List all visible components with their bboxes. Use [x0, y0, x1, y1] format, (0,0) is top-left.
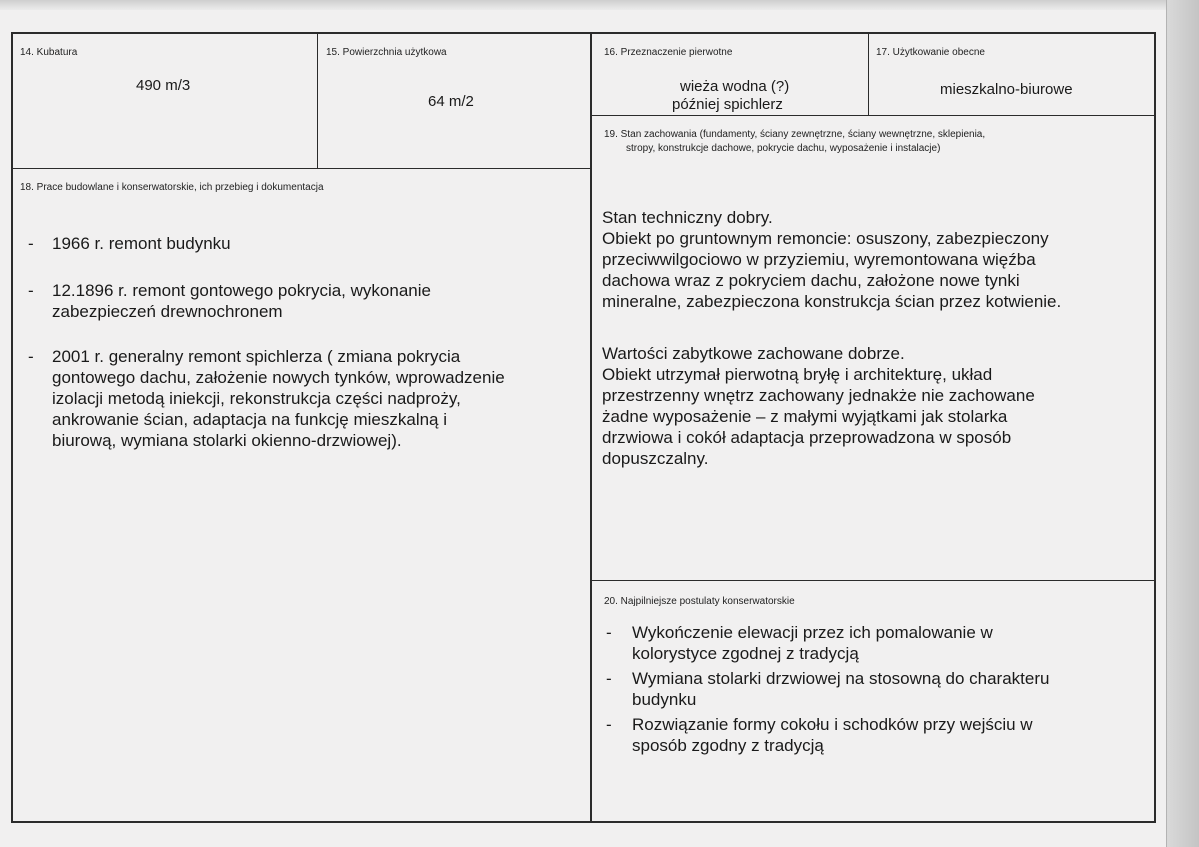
- field-19-label-line1: 19. Stan zachowania (fundamenty, ściany zewnętrzne, ściany wewnętrzne, sklepienia,: [604, 129, 986, 140]
- frame-left-border: [11, 32, 13, 823]
- scan-right-edge: [1166, 0, 1199, 847]
- list-item-text: gontowego dachu, założenie nowych tynków, wprowadzenie: [52, 368, 505, 387]
- bullet-dash: -: [606, 623, 612, 642]
- field-19-line: przeciwwilgociowo w przyziemiu, wyremontowana więźba: [602, 250, 1036, 269]
- field-16-value-line2: później spichlerz: [672, 96, 783, 113]
- divider-17-19: [591, 115, 1155, 116]
- field-19-label-line2: stropy, konstrukcje dachowe, pokrycie dachu, wyposażenie i instalacje): [626, 143, 941, 154]
- field-20-label: 20. Najpilniejsze postulaty konserwatorskie: [604, 596, 795, 607]
- bullet-dash: -: [606, 715, 612, 734]
- field-19-line: dopuszczalny.: [602, 449, 709, 468]
- field-19-line: mineralne, zabezpieczona konstrukcja ścian przez kotwienie.: [602, 292, 1062, 311]
- field-19-line: przestrzenny wnętrz zachowany jednakże nie zachowane: [602, 386, 1035, 405]
- field-19-line: żadne wyposażenie – z małymi wyjątkami jak stolarka: [602, 407, 1008, 426]
- field-19-line: dachowa wraz z pokryciem dachu, założone nowe tynki: [602, 271, 1020, 290]
- list-item-text: Wymiana stolarki drzwiowej na stosowną do charakteru: [632, 669, 1050, 688]
- field-16-value-line1: wieża wodna (?): [680, 78, 790, 95]
- bullet-dash: -: [28, 347, 34, 366]
- divider-19-20: [591, 580, 1155, 581]
- frame-bottom-border: [11, 821, 1156, 823]
- field-14-label: 14. Kubatura: [20, 47, 78, 58]
- list-item-text: biurową, wymiana stolarki okienno-drzwiowej).: [52, 431, 402, 450]
- field-19-line: Obiekt utrzymał pierwotną bryłę i architekturę, układ: [602, 365, 993, 384]
- bullet-dash: -: [28, 281, 34, 300]
- field-15-value: 64 m/2: [428, 93, 474, 110]
- list-item-text: sposób zgodny z tradycją: [632, 736, 824, 755]
- scan-top-edge: [0, 0, 1199, 10]
- field-15-label: 15. Powierzchnia użytkowa: [326, 47, 447, 58]
- frame-top-border: [11, 32, 1156, 34]
- field-19-line: Wartości zabytkowe zachowane dobrze.: [602, 344, 905, 363]
- field-16-label: 16. Przeznaczenie pierwotne: [604, 47, 733, 58]
- divider-main-vertical: [590, 32, 592, 823]
- list-item-text: izolacji metodą iniekcji, rekonstrukcja części nadproży,: [52, 389, 461, 408]
- divider-14-15: [317, 32, 318, 168]
- list-item-text: kolorystyce zgodnej z tradycją: [632, 644, 859, 663]
- list-item-text: budynku: [632, 690, 697, 709]
- frame-right-border: [1154, 32, 1156, 823]
- field-17-value: mieszkalno-biurowe: [940, 81, 1073, 98]
- field-19-line: Obiekt po gruntownym remoncie: osuszony, zabezpieczony: [602, 229, 1049, 248]
- list-item-text: Wykończenie elewacji przez ich pomalowanie w: [632, 623, 993, 642]
- divider-16-17: [868, 32, 869, 116]
- bullet-dash: -: [28, 234, 34, 253]
- list-item-text: 1966 r. remont budynku: [52, 234, 231, 253]
- list-item-text: Rozwiązanie formy cokołu i schodków przy wejściu w: [632, 715, 1033, 734]
- field-18-label: 18. Prace budowlane i konserwatorskie, ich przebieg i dokumentacja: [20, 182, 324, 193]
- list-item-text: 2001 r. generalny remont spichlerza ( zmiana pokrycia: [52, 347, 461, 366]
- field-19-line: drzwiowa i cokół adaptacja przeprowadzona w sposób: [602, 428, 1012, 447]
- list-item-text: 12.1896 r. remont gontowego pokrycia, wykonanie: [52, 281, 431, 300]
- field-14-value: 490 m/3: [136, 77, 191, 94]
- field-19-line: Stan techniczny dobry.: [602, 208, 773, 227]
- list-item-text: ankrowanie ścian, adaptacja na funkcję mieszkalną i: [52, 410, 448, 429]
- bullet-dash: -: [606, 669, 612, 688]
- divider-15-18: [11, 168, 591, 169]
- list-item-text: zabezpieczeń drewnochronem: [52, 302, 283, 321]
- field-17-label: 17. Użytkowanie obecne: [876, 47, 985, 58]
